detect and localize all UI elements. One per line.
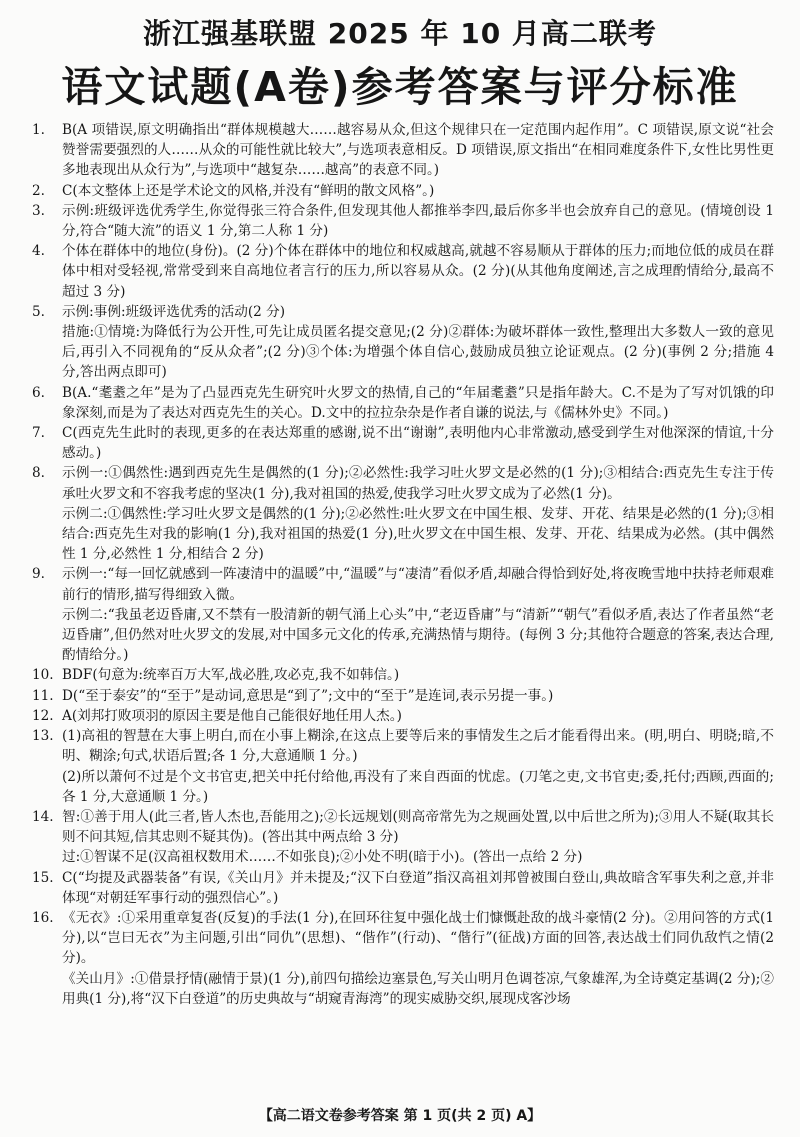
answer-number: 11. bbox=[32, 687, 54, 704]
answer-text: C(本文整体上还是学术论文的风格,并没有“鲜明的散文风格”。) bbox=[62, 182, 435, 199]
answer-item bbox=[32, 564, 774, 604]
answer-text: 《无衣》:①采用重章复沓(反复)的手法(1 分),在回环往复中强化战士们慷慨赴敌的战斗豪情(2 分)。②用问答的方式(1 分),以“岂曰无衣”为主问题,引出“同仇”(思想)、“偕作”(行动)、“偕行”(征战)方面的回答,表达战士们同仇敌忾之情(2 分)。 bbox=[62, 909, 774, 967]
answer-text: 个体在群体中的地位(身份)。(2 分)个体在群体中的地位和权威越高,就越不容易顺从于群体的压力;而地位低的成员在群体中相对受轻视,常常受到来自高地位者言行的压力,所以容易从众。(2 分)(从其他角度阐述,言之成理酌情给分,最高不超过 3 分) bbox=[62, 243, 774, 300]
answer-continuation: 《关山月》:①借景抒情(融情于景)(1 分),前四句描绘边塞景色,写关山明月色调苍凉,气象雄浑,为全诗奠定基调(2 分);②用典(1 分),将“汉下白登道”的历史典故与“胡窥青海湾”的现实威胁交织,展现戍客沙场 bbox=[62, 970, 774, 1007]
answer-number: 2. bbox=[32, 182, 45, 199]
answer-number: 1. bbox=[32, 122, 45, 138]
answer-item bbox=[32, 241, 774, 302]
answer-text: 示例一:“每一回忆就感到一阵凄清中的温暖”中,“温暖”与“凄清”看似矛盾,却融合得恰到好处,将夜晚雪地中扶持老师艰难前行的情形,描写得细致入微。 bbox=[62, 566, 774, 603]
answer-number: 16. bbox=[32, 909, 54, 926]
answer-text: 示例:事例:班级评选优秀的活动(2 分) bbox=[62, 303, 286, 320]
answer-text: B(A.“耄耋之年”是为了凸显西克先生研究叶火罗文的热情,自己的“年届耄耋”只是指年龄大。C.不是为了写对饥饿的印象深刻,而是为了表达对西克先生的关心。D.文中的拉拉杂杂是作者自谦的说法,与《儒林外史》不同。) bbox=[62, 384, 774, 421]
answer-item bbox=[32, 706, 774, 726]
page-footer: 【高二语文卷参考答案 第 1 页(共 2 页) A】 bbox=[258, 1108, 542, 1124]
answer-continuation: 措施:①情境:为降低行为公开性,可先让成员匿名提交意见;(2 分)②群体:为破坏群体一致性,整理出大多数人一致的意见后,再引入不同视角的“反从众者”;(2 分)③个体:为增强个体自信心,鼓励成员独立论证观点。(2 分)(事例 2 分;措施 4 分,答出两点即可) bbox=[62, 324, 774, 381]
answer-text: A(刘邦打败项羽的原因主要是他自己能很好地任用人杰。) bbox=[62, 707, 402, 724]
answer-text: D(“至于泰安”的“至于”是动词,意思是“到了”;文中的“至于”是连词,表示另提一事。) bbox=[62, 687, 554, 704]
answer-number: 7. bbox=[32, 425, 45, 442]
answer-number: 9. bbox=[32, 566, 45, 583]
answer-number: 4. bbox=[32, 243, 45, 260]
answer-item bbox=[32, 908, 774, 969]
answer-item bbox=[32, 383, 774, 423]
answer-item bbox=[32, 868, 774, 908]
answer-continuation: 示例二:①偶然性:学习吐火罗文是偶然的(1 分);②必然性:吐火罗文在中国生根、发芽、开花、结果是必然的(1 分);③相结合:西克先生对我的影响(1 分),我对祖国的热爱(1 分),吐火罗文在中国生根、发芽、开花、结果成为必然。(其中偶然性 1 分,必然性 1 分,相结合 2 分) bbox=[62, 505, 774, 563]
answer-number: 15. bbox=[32, 869, 54, 886]
answer-number: 13. bbox=[32, 728, 54, 745]
answer-number: 3. bbox=[32, 202, 45, 219]
answer-number: 10. bbox=[32, 667, 54, 684]
answers-body bbox=[32, 120, 774, 1009]
answer-text: (1)高祖的智慧在大事上明白,而在小事上糊涂,在这点上要等后来的事情发生之后才能看得出来。(明,明白、明晓;暗,不明、糊涂;句式,状语后置;各 1 分,大意通顺 1 分。) bbox=[62, 728, 774, 765]
answer-text: 智:①善于用人(此三者,皆人杰也,吾能用之);②长远规划(则高帝常先为之规画处置,以中后世之所为);③用人不疑(取其长则不问其短,信其忠则不疑其伪)。(答出其中两点给 3 分) bbox=[62, 808, 774, 846]
answer-item bbox=[32, 665, 774, 685]
exam-title: 浙江强基联盟 2025 年 10 月高二联考 bbox=[143, 17, 657, 50]
document-title: 语文试题(A卷)参考答案与评分标准 bbox=[61, 63, 739, 111]
answer-continuation: 示例二:“我虽老迈昏庸,又不禁有一股清新的朝气涌上心头”中,“老迈昏庸”与“清新”“朝气”看似矛盾,表达了作者虽然“老迈昏庸”,但仍然对吐火罗文的发展,对中国多元文化的传承,充满热情与期待。(每例 3 分;其他符合题意的答案,表达合理,酌情给分。) bbox=[62, 606, 774, 664]
answer-item bbox=[32, 423, 774, 463]
answer-continuation: 过:①智谋不足(汉高祖权数用术……不如张良);②小处不明(暗于小)。(答出一点给 2 分) bbox=[62, 849, 583, 866]
answer-item bbox=[32, 120, 774, 181]
answer-text: 示例一:①偶然性:遇到西克先生是偶然的(1 分);②必然性:我学习吐火罗文是必然的(1 分);③相结合:西克先生专注于传承吐火罗文和不容我考虑的坚决(1 分),我对祖国的热爱,使我学习吐火罗文成为了必然(1 分)。 bbox=[62, 465, 774, 502]
answer-item bbox=[32, 686, 774, 706]
answer-item bbox=[32, 201, 774, 241]
answer-item bbox=[32, 181, 774, 201]
answer-text: BDF(句意为:统率百万大军,战必胜,攻必克,我不如韩信。) bbox=[62, 667, 400, 684]
answer-number: 14. bbox=[32, 808, 54, 825]
answer-text: B(A 项错误,原文明确指出“群体规模越大……越容易从众,但这个规律只在一定范围内起作用”。C 项错误,原文说“社会赞誉需要强烈的人……从众的可能性就比较大”,与选项表意相反。D 项错误,原文指出“在相同难度条件下,女性比男性更多地表现出从众行为”,与选项中“越复杂……越高”的表意不同。) bbox=[62, 122, 774, 179]
answer-number: 5. bbox=[32, 303, 45, 320]
answer-number: 6. bbox=[32, 384, 45, 401]
answer-item bbox=[32, 807, 774, 847]
answer-text: C(“均提及武器装备”有误,《关山月》并未提及;“汉下白登道”指汉高祖刘邦曾被围白登山,典故暗含军事失利之意,并非体现“对朝廷军事行动的强烈信心”。) bbox=[62, 869, 774, 906]
answer-item bbox=[32, 302, 774, 322]
answer-continuation: (2)所以萧何不过是个文书官吏,把关中托付给他,再没有了来自西面的忧虑。(刀笔之吏,文书官吏;委,托付;西顾,西面的;各 1 分,大意通顺 1 分。) bbox=[62, 768, 774, 805]
answer-item bbox=[32, 726, 774, 766]
answer-text: 示例:班级评选优秀学生,你觉得张三符合条件,但发现其他人都推举李四,最后你多半也会放弃自己的意见。(情境创设 1 分,符合“随大流”的语义 1 分,第二人称 1 分) bbox=[62, 202, 775, 240]
answer-item bbox=[32, 463, 774, 503]
answer-number: 8. bbox=[32, 465, 45, 482]
answer-text: C(西克先生此时的表现,更多的在表达郑重的感谢,说不出“谢谢”,表明他内心非常激动,感受到学生对他深深的情谊,十分感动。) bbox=[62, 425, 774, 462]
answer-number: 12. bbox=[32, 707, 54, 724]
